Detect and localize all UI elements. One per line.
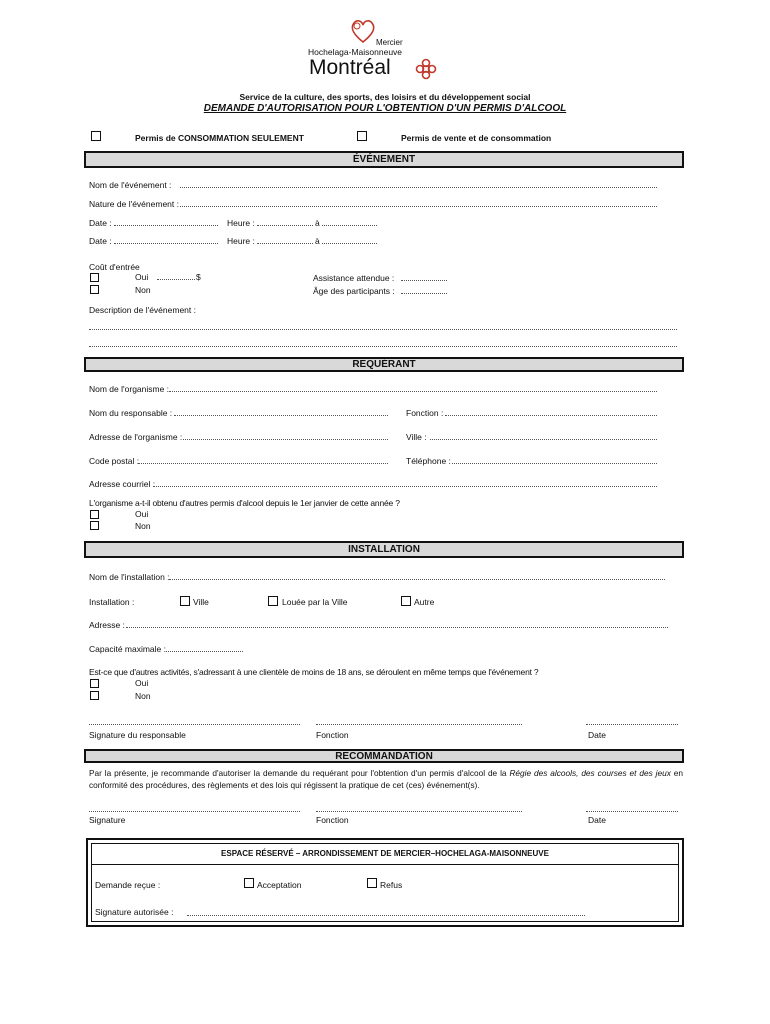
rec-date-label: Date: [588, 815, 606, 825]
logo-sub-text: Hochelaga-Maisonneuve: [308, 47, 403, 57]
date1-field[interactable]: [114, 225, 218, 226]
installation-ville-label: Ville: [193, 597, 209, 607]
refus-checkbox[interactable]: [367, 878, 377, 888]
recommandation-text-end: en conformité des procédures, des règlements et des lois qui régissent la pratique de cet (ces) événement(s).: [89, 768, 683, 790]
ville-field[interactable]: [430, 439, 657, 440]
org-address-field[interactable]: [183, 439, 388, 440]
cout-non-label: Non: [135, 285, 151, 295]
minors-non-label: Non: [135, 691, 151, 701]
other-permits-non-label: Non: [135, 521, 151, 531]
recommandation-text-italic: Régie des alcools, des courses et des jeux: [509, 768, 671, 778]
email-label: Adresse courriel :: [89, 479, 156, 489]
recommandation-heading: RECOMMANDATION: [84, 749, 684, 763]
heure2-start-field[interactable]: [257, 243, 313, 244]
sale-consumption-checkbox[interactable]: [357, 131, 367, 141]
email-field[interactable]: [153, 486, 657, 487]
cout-oui-checkbox[interactable]: [90, 273, 99, 282]
resp-fonction-field[interactable]: [316, 724, 522, 725]
postal-label: Code postal :: [89, 456, 140, 466]
logo-city: Montréal: [309, 56, 391, 79]
cout-oui-label: Oui: [135, 272, 149, 282]
date1-label: Date :: [89, 218, 112, 228]
minors-oui-checkbox[interactable]: [90, 679, 99, 688]
event-nature-label: Nature de l'événement :: [89, 199, 179, 209]
reserved-heading-rule: [91, 864, 679, 865]
rec-fonction-field[interactable]: [316, 811, 522, 812]
logo-top-text: Mercier: [376, 38, 403, 47]
evenement-heading: ÉVÉNEMENT: [84, 151, 684, 168]
phone-field[interactable]: [452, 463, 657, 464]
date2-field[interactable]: [114, 243, 218, 244]
a2-label: à: [315, 236, 320, 246]
resp-field[interactable]: [174, 415, 388, 416]
consumption-only-checkbox[interactable]: [91, 131, 101, 141]
attendance-label: Assistance attendue :: [313, 273, 395, 283]
minors-oui-label: Oui: [135, 678, 149, 688]
acceptation-checkbox[interactable]: [244, 878, 254, 888]
resp-date-label: Date: [588, 730, 606, 740]
description-label: Description de l'événement :: [89, 305, 196, 315]
installation-autre-label: Autre: [414, 597, 435, 607]
cout-label: Coût d'entrée: [89, 262, 140, 272]
rec-fonction-label: Fonction: [316, 815, 349, 825]
installation-heading: INSTALLATION: [84, 541, 684, 558]
requerant-heading: REQUÉRANT: [84, 357, 684, 372]
form-title: DEMANDE D'AUTORISATION POUR L'OBTENTION D'UN PERMIS D'ALCOOL: [203, 103, 567, 114]
capacity-field[interactable]: [166, 651, 243, 652]
montreal-logo: [300, 18, 450, 88]
consumption-only-label: Permis de CONSOMMATION SEULEMENT: [135, 133, 304, 143]
recommandation-text-start: Par la présente, je recommande d'autoriser la demande du requérant pour l'obtention d'un permis d'alcool de la: [89, 768, 510, 778]
rec-date-field[interactable]: [586, 811, 678, 812]
installation-address-field[interactable]: [126, 627, 668, 628]
resp-signature-field[interactable]: [89, 724, 300, 725]
fonction-label: Fonction :: [406, 408, 444, 418]
resp-signature-label: Signature du responsable: [89, 730, 186, 740]
heure2-end-field[interactable]: [322, 243, 377, 244]
installation-autre-checkbox[interactable]: [401, 596, 411, 606]
resp-label: Nom du responsable :: [89, 408, 173, 418]
resp-date-field[interactable]: [586, 724, 678, 725]
age-label: Âge des participants :: [313, 286, 395, 296]
rec-signature-field[interactable]: [89, 811, 300, 812]
service-name: Service de la culture, des sports, des loisirs et du développement social: [239, 92, 531, 102]
authorized-signature-label: Signature autorisée :: [95, 907, 174, 917]
event-nature-field[interactable]: [180, 206, 657, 207]
reserved-heading: ESPACE RÉSERVÉ – ARRONDISSEMENT DE MERCIER–HOCHELAGA-MAISONNEUVE: [221, 849, 549, 858]
cout-non-checkbox[interactable]: [90, 285, 99, 294]
installation-ville-checkbox[interactable]: [180, 596, 190, 606]
org-name-field[interactable]: [169, 391, 657, 392]
resp-fonction-label: Fonction: [316, 730, 349, 740]
minors-question: Est-ce que d'autres activités, s'adressant à une clientèle de moins de 18 ans, se déroulent en même temps que l'événement ?: [89, 667, 539, 677]
description-line-1[interactable]: [89, 329, 677, 330]
other-permits-oui-checkbox[interactable]: [90, 510, 99, 519]
other-permits-oui-label: Oui: [135, 509, 149, 519]
installation-name-label: Nom de l'installation :: [89, 572, 170, 582]
event-name-label: Nom de l'événement :: [89, 180, 172, 190]
refus-label: Refus: [380, 880, 403, 890]
installation-type-label: Installation :: [89, 597, 135, 607]
sale-consumption-label: Permis de vente et de consommation: [401, 133, 552, 143]
installation-address-label: Adresse :: [89, 620, 125, 630]
acceptation-label: Acceptation: [257, 880, 302, 890]
a1-label: à: [315, 218, 320, 228]
recommandation-text: [89, 767, 683, 791]
heart-logo-icon: [348, 18, 378, 44]
cout-dollar: $: [196, 272, 201, 282]
other-permits-non-checkbox[interactable]: [90, 521, 99, 530]
ville-label: Ville :: [406, 432, 427, 442]
installation-louee-label: Louée par la Ville: [282, 597, 348, 607]
event-name-field[interactable]: [180, 187, 657, 188]
phone-label: Téléphone :: [406, 456, 451, 466]
other-permits-question: L'organisme a-t-il obtenu d'autres permis d'alcool depuis le 1er janvier de cette année ?: [89, 498, 400, 508]
age-field[interactable]: [401, 293, 447, 294]
capacity-label: Capacité maximale :: [89, 644, 167, 654]
heure1-start-field[interactable]: [257, 225, 313, 226]
authorized-signature-field[interactable]: [187, 915, 585, 916]
rosette-icon: [415, 58, 437, 80]
received-label: Demande reçue :: [95, 880, 161, 890]
fonction-field[interactable]: [445, 415, 657, 416]
description-line-2[interactable]: [89, 346, 677, 347]
date2-label: Date :: [89, 236, 112, 246]
cout-amount-field[interactable]: [157, 279, 195, 280]
installation-louee-checkbox[interactable]: [268, 596, 278, 606]
org-address-label: Adresse de l'organisme :: [89, 432, 183, 442]
rec-signature-label: Signature: [89, 815, 126, 825]
installation-name-field[interactable]: [169, 579, 665, 580]
heure2-label: Heure :: [227, 236, 255, 246]
org-name-label: Nom de l'organisme :: [89, 384, 170, 394]
heure1-end-field[interactable]: [322, 225, 377, 226]
attendance-field[interactable]: [401, 280, 447, 281]
heure1-label: Heure :: [227, 218, 255, 228]
postal-field[interactable]: [138, 463, 388, 464]
minors-non-checkbox[interactable]: [90, 691, 99, 700]
